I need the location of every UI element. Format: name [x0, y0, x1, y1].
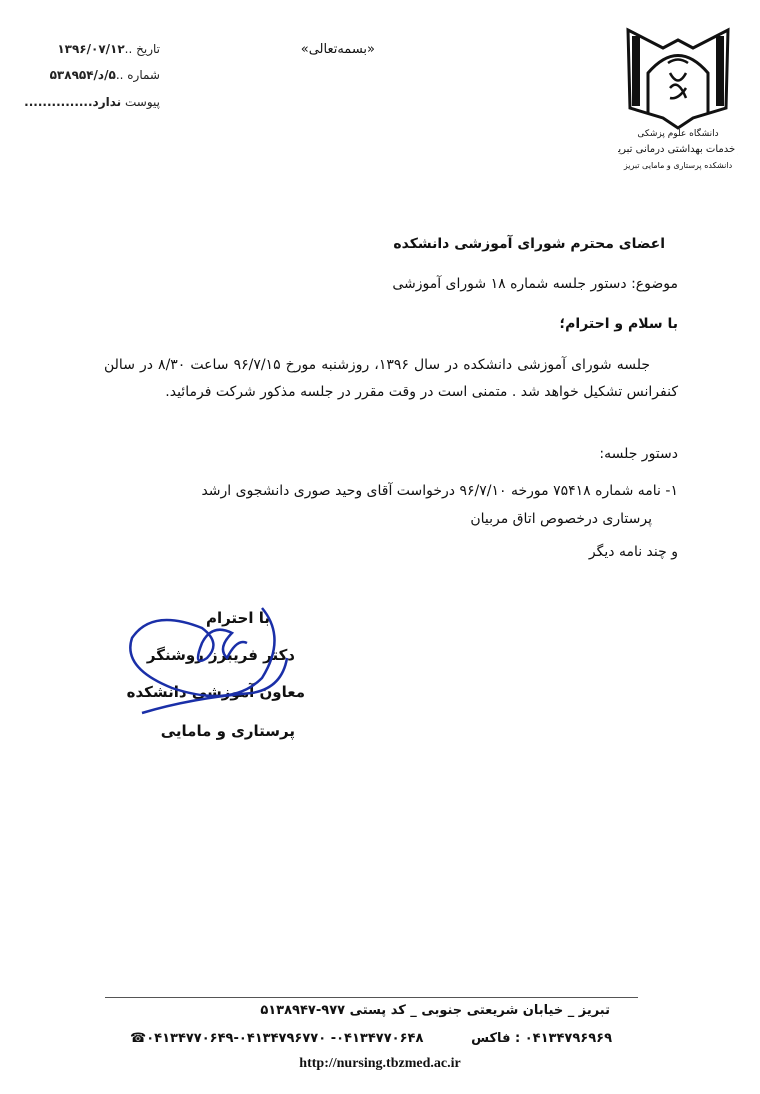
svg-text:دانشکده پرستاری و مامایی تبریز: دانشکده پرستاری و مامایی تبریز — [623, 161, 733, 170]
body-paragraph: جلسه شورای آموزشی دانشکده در سال ۱۳۹۶، روزشنبه مورخ ۹۶/۷/۱۵ ساعت ۸/۳۰ در سالن کنفرانس تشکیل خواهد شد . متمنی است در وقت مقرر در جلسه مذکور شرکت فرمائید. — [104, 357, 678, 400]
agenda-item-1-cont: پرستاری درخصوص اتاق مربیان — [470, 511, 652, 527]
signer-name: دکتر فریبرز روشنگر — [146, 646, 295, 664]
agenda-item-1: ۱- نامه شماره ۷۵۴۱۸ مورخه ۹۶/۷/۱۰ درخواست آقای وحید صوری دانشجوی ارشد — [201, 483, 678, 499]
footer-divider — [105, 997, 638, 998]
date-field — [57, 42, 160, 56]
phone-numbers: ۰۴۱۳۴۷۷۰۶۴۸- ۰۴۱۳۴۷۷۰۶۴۹-۰۴۱۳۴۷۹۶۷۷۰ — [146, 1031, 424, 1046]
svg-text:و خدمات بهداشتی درمانی تبریز: و خدمات بهداشتی درمانی تبریز — [618, 144, 738, 155]
footer-phones — [130, 1031, 423, 1046]
invocation: «بسمه‌تعالی» — [300, 42, 375, 57]
footer-website[interactable]: http://nursing.tbzmed.ac.ir — [299, 1056, 461, 1071]
date-label: تاریخ .. — [124, 42, 160, 56]
signer-title-2: پرستاری و مامایی — [160, 722, 295, 740]
university-logo — [618, 18, 738, 178]
number-label: شماره .. — [115, 68, 160, 82]
recipient: اعضای محترم شورای آموزشی دانشکده — [393, 236, 665, 252]
handwritten-signature — [112, 598, 292, 728]
number-value: ۵/د/۵۳۸۹۵۴ — [49, 68, 116, 82]
date-value: ۱۳۹۶/۰۷/۱۲ — [57, 42, 125, 56]
attachment-value: ندارد............... — [24, 95, 122, 109]
footer-address: تبریز _ خیابان شریعتی جنوبی _ کد پستی ۹۷۷-۵۱۳۸۹۴۷ — [260, 1003, 610, 1018]
closing: با احترام — [205, 609, 270, 627]
attachment-label: پیوست — [125, 95, 160, 109]
attachment-field — [24, 95, 160, 109]
phone-icon: ☎ — [130, 1031, 147, 1046]
svg-text:دانشگاه علوم پزشکی: دانشگاه علوم پزشکی — [637, 129, 719, 139]
subject: موضوع: دستور جلسه شماره ۱۸ شورای آموزشی — [392, 276, 678, 292]
greeting: با سلام و احترام؛ — [559, 316, 678, 332]
signer-title-1: معاون آموزشی دانشکده — [126, 683, 305, 701]
footer-fax: ۰۴۱۳۴۷۹۶۹۶۹ : فاکس — [471, 1031, 612, 1046]
number-field — [50, 68, 160, 82]
agenda-title: دستور جلسه: — [599, 446, 678, 462]
agenda-item-2: و چند نامه دیگر — [588, 544, 678, 560]
